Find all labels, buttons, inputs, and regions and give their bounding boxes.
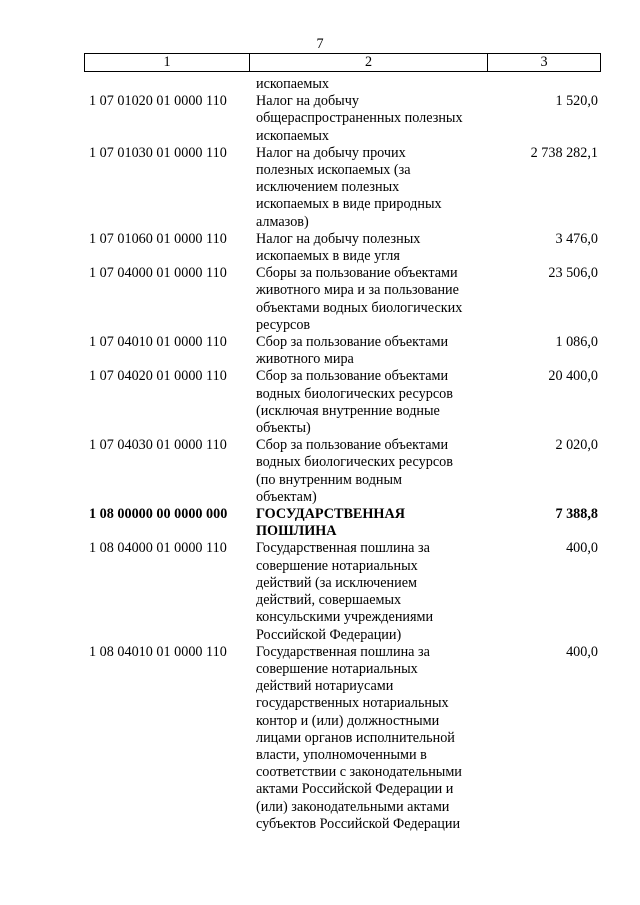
budget-code-cell: 1 07 01030 01 0000 110 xyxy=(89,144,227,161)
budget-code-cell: 1 07 04010 01 0000 110 xyxy=(89,334,227,351)
income-name-cell: ГОСУДАРСТВЕННАЯ ПОШЛИНА xyxy=(256,506,405,540)
amount-cell: 23 506,0 xyxy=(548,265,598,282)
income-name-cell: Налог на добычу общераспространенных полезных ископаемых xyxy=(256,93,463,144)
column-header-1: 1 xyxy=(163,54,171,70)
amount-cell: 2 020,0 xyxy=(555,437,598,454)
table-row xyxy=(0,644,640,833)
page-number: 7 xyxy=(316,36,324,52)
table-row xyxy=(0,368,640,437)
income-name-cell: Сбор за пользование объектами животного мира xyxy=(256,334,449,368)
budget-table-body xyxy=(0,76,640,833)
amount-cell: 20 400,0 xyxy=(548,368,598,385)
amount-cell: 400,0 xyxy=(566,540,598,557)
table-row xyxy=(0,437,640,506)
amount-cell: 400,0 xyxy=(566,643,598,660)
budget-code-cell: 1 08 00000 00 0000 000 xyxy=(89,506,228,523)
table-row xyxy=(0,76,640,93)
budget-code-cell: 1 07 04000 01 0000 110 xyxy=(89,265,227,282)
amount-cell: 2 738 282,1 xyxy=(530,144,598,161)
table-row xyxy=(0,540,640,643)
table-row xyxy=(0,506,640,540)
budget-code-cell: 1 07 04030 01 0000 110 xyxy=(89,437,227,454)
income-name-cell: Налог на добычу полезных ископаемых в виде угля xyxy=(256,230,421,265)
income-name-cell: Сбор за пользование объектами водных биологических ресурсов (исключая внутренние водные объекты) xyxy=(256,368,453,437)
amount-cell: 3 476,0 xyxy=(555,230,598,247)
column-header-3: 3 xyxy=(487,54,600,71)
budget-code-cell: 1 08 04000 01 0000 110 xyxy=(89,540,227,557)
budget-code-cell: 1 08 04010 01 0000 110 xyxy=(89,643,227,660)
income-name-cell: ископаемых xyxy=(256,76,329,92)
table-row xyxy=(0,334,640,368)
table-row xyxy=(0,145,640,231)
income-name-cell: Сборы за пользование объектами животного мира и за пользование объектами водных биологических ресурсов xyxy=(256,265,463,333)
amount-cell: 1 086,0 xyxy=(555,334,598,351)
table-row xyxy=(0,93,640,145)
column-header-row xyxy=(84,53,601,72)
budget-code-cell: 1 07 01020 01 0000 110 xyxy=(89,93,227,110)
budget-code-cell: 1 07 04020 01 0000 110 xyxy=(89,368,227,385)
amount-cell: 7 388,8 xyxy=(555,506,598,523)
budget-code-cell: 1 07 01060 01 0000 110 xyxy=(89,230,227,247)
column-header-2: 2 xyxy=(249,54,487,71)
amount-cell: 1 520,0 xyxy=(555,93,598,110)
income-name-cell: Государственная пошлина за совершение нотариальных действий нотариусами государственных нотариальных контор и (или) должностными лицами органов исполнительной власти, уполномоченными в соответствии с законодательными актами Российской Федерации и (или) законодательными актами субъектов Российской Федерации xyxy=(256,643,462,832)
income-name-cell: Налог на добычу прочих полезных ископаемых (за исключением полезных ископаемых в виде природных алмазов) xyxy=(256,144,442,230)
table-row xyxy=(0,265,640,334)
table-row xyxy=(0,231,640,265)
income-name-cell: Сбор за пользование объектами водных биологических ресурсов (по внутренним водным объектам) xyxy=(256,437,453,505)
income-name-cell: Государственная пошлина за совершение нотариальных действий (за исключением действий, совершаемых консульскими учреждениями Российской Федерации) xyxy=(256,540,434,643)
